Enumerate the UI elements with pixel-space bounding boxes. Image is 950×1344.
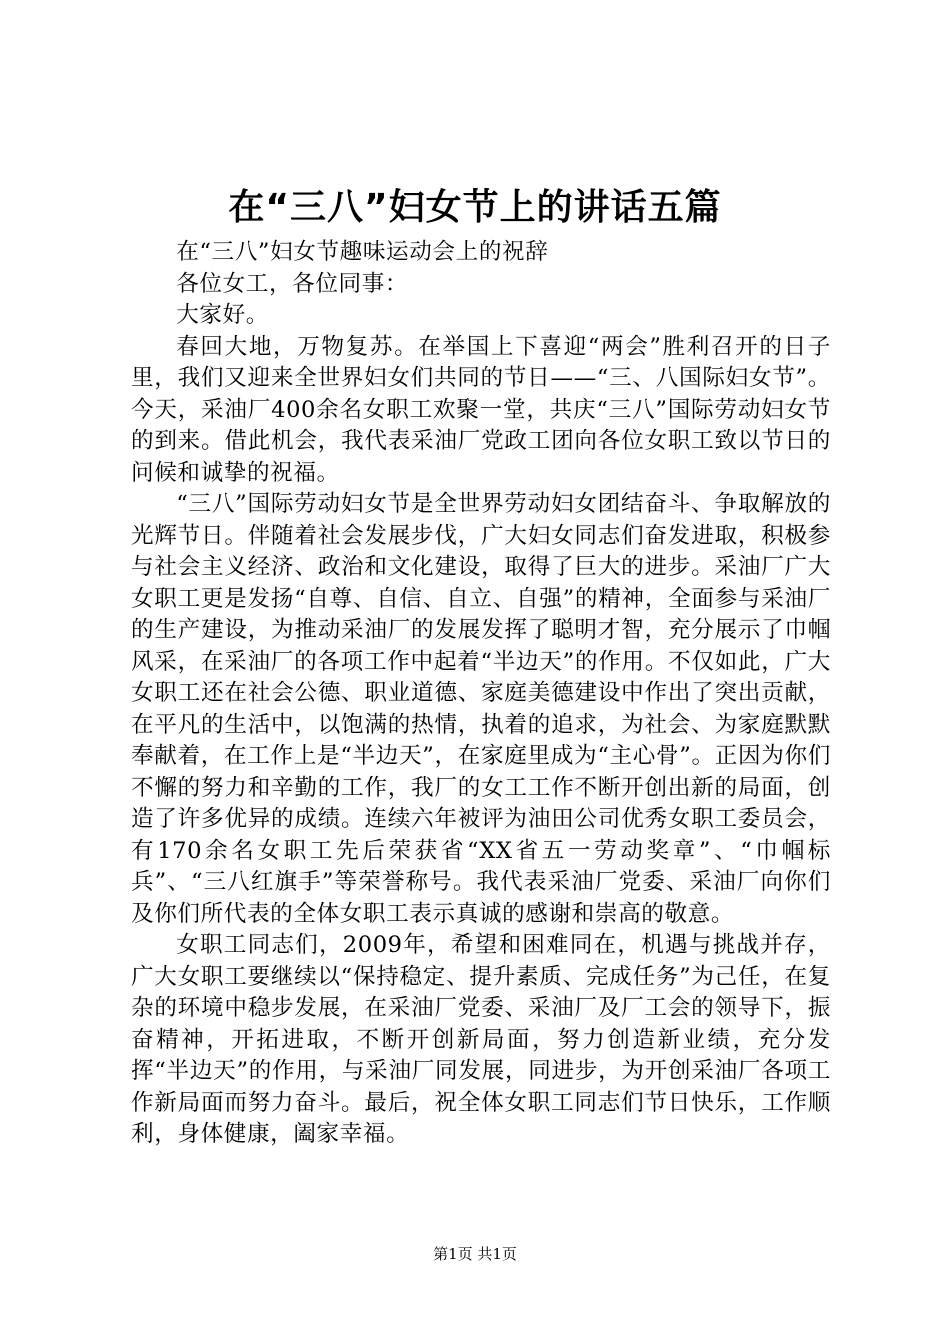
paragraph-main: “三八”国际劳动妇女节是全世界劳动妇女团结奋斗、争取解放的光辉节日。伴随着社会发展步伐，广大妇女同志们奋发进取，积极参与社会主义经济、政治和文化建设，取得了巨大的进步。采油厂广大女职工更是发扬“自尊、自信、自立、自强”的精神，全面参与采油厂的生产建设，为推动采油厂的发展发挥了聪明才智，充分展示了巾帼风采，在采油厂的各项工作中起着“半边天”的作用。不仅如此，广大女职工还在社会公德、职业道德、家庭美德建设中作出了突出贡献，在平凡的生活中，以饱满的热情，执着的追求，为社会、为家庭默默奉献着，在工作上是“半边天”，在家庭里成为“主心骨”。正因为你们不懈的努力和辛勤的工作，我厂的女工工作不断开创出新的局面，创造了许多优异的成绩。连续六年被评为油田公司优秀女职工委员会，有170余名女职工先后荣获省“XX省五一劳动奖章”、“巾帼标兵”、“三八红旗手”等荣誉称号。我代表采油厂党委、采油厂向你们及你们所代表的全体女职工表示真诚的感谢和崇高的敬意。	[131, 491, 831, 927]
page-footer: 第1页 共1页	[433, 1245, 517, 1263]
paragraph-salutation: 各位女工，各位同事：	[176, 270, 409, 297]
document-title: 在“三八”妇女节上的讲话五篇	[228, 187, 722, 228]
paragraph-greeting: 大家好。	[176, 302, 269, 328]
paragraph-opening: 春回大地，万物复苏。在举国上下喜迎“两会”胜利召开的日子里，我们又迎来全世界妇女们共同的节日——“三、八国际妇女节”。今天，采油厂400余名女职工欢聚一堂，共庆“三八”国际劳动妇女节的到来。借此机会，我代表采油厂党政工团向各位女职工致以节日的问候和诚挚的祝福。	[131, 333, 831, 486]
paragraph-closing: 女职工同志们，2009年，希望和困难同在，机遇与挑战并存，广大女职工要继续以“保持稳定、提升素质、完成任务”为己任，在复杂的环境中稳步发展，在采油厂党委、采油厂及厂工会的领导下，振奋精神，开拓进取，不断开创新局面，努力创造新业绩，充分发挥“半边天”的作用，与采油厂同发展，同进步，为开创采油厂各项工作新局面而努力奋斗。最后，祝全体女职工同志们节日快乐，工作顺利，身体健康，阖家幸福。	[131, 932, 831, 1147]
paragraph-subtitle: 在“三八”妇女节趣味运动会上的祝辞	[176, 239, 549, 265]
document-body	[131, 237, 831, 1151]
